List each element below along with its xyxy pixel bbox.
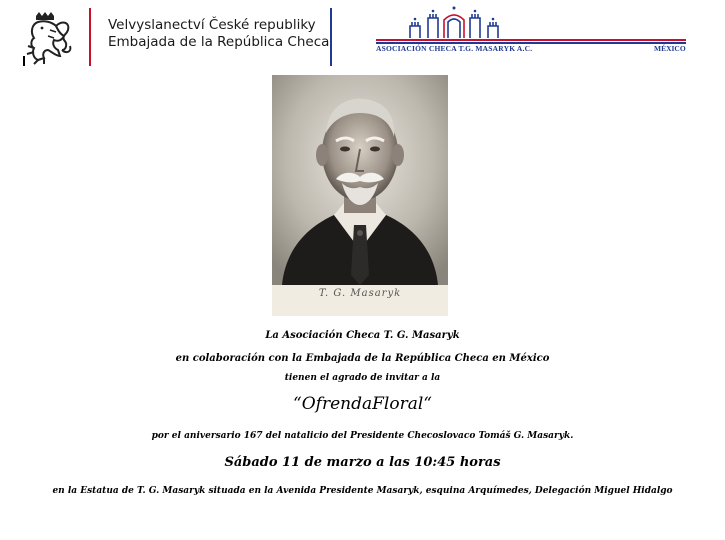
divider [23,56,25,66]
event-occasion: por el aniversario 167 del natalicio del Presidente Checoslovaco Tomáš G. Masaryk. [151,431,574,441]
invitation-intro: tienen el agrado de invitar a la [284,373,441,383]
embassy-name-spanish: Embajada de la República Checa [108,34,330,50]
embassy-name-czech: Velvyslanectví České republiky [108,17,316,33]
event-location: en la Estatua de T. G. Masaryk situada en la Avenida Presidente Masaryk, esquina Arquímedes, Delegación Miguel Hidalgo [52,486,673,496]
portrait-photo [272,75,448,316]
invitation-host: La Asociación Checa T. G. Masaryk [265,330,460,341]
blue-divider [330,8,332,66]
event-title: “OfrendaFloral“ [293,394,432,414]
portrait-image [272,75,448,285]
event-date-time: Sábado 11 de marzo a las 10:45 horas [224,455,501,470]
association-name: ASOCIACIÓN CHECA T.G. MASARYK A.C. [376,44,533,53]
portrait-signature: T. G. Masaryk [318,288,402,299]
invitation-collaboration: en colaboración con la Embajada de la República Checa en México [175,353,550,364]
red-divider [89,8,91,66]
association-country: MÉXICO [654,44,686,53]
bohemian-lion-icon [22,10,78,66]
